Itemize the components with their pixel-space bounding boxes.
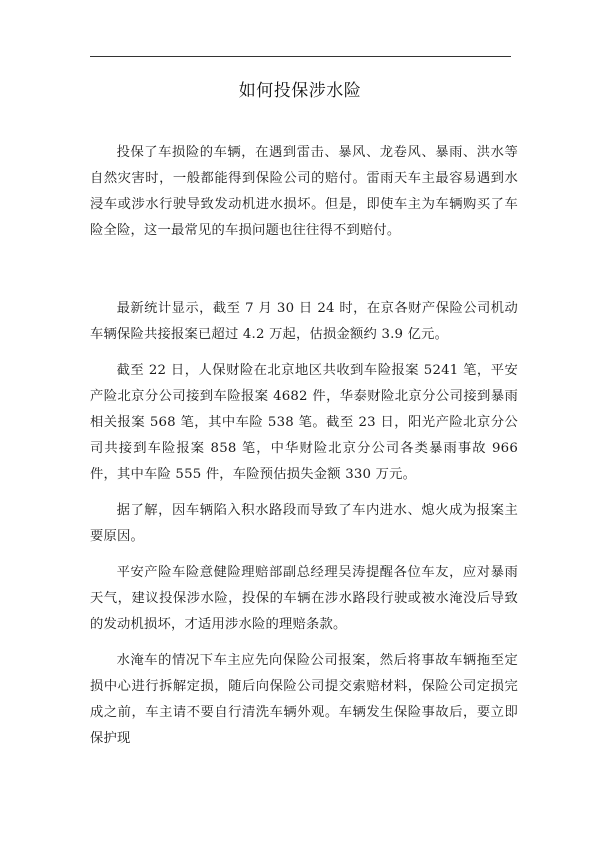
header-rule: [90, 56, 511, 57]
paragraph-expert-advice: 平安产险车险意健险理赔部副总经理吴涛提醒各位车友，应对暴雨天气，建议投保涉水险，投保的车辆在涉水路段行驶或被水淹没后导致的发动机损坏，才适用涉水险的理赔条款。: [90, 565, 518, 632]
document-body: [90, 140, 518, 752]
paragraph-claim-procedure: 水淹车的情况下车主应先向保险公司报案，然后将事故车辆拖至定损中心进行拆解定损，随后向保险公司提交索赔材料，保险公司定损完成之前，车主请不要自行清洗车辆外观。车辆发生保险事故后，要立即保护现: [90, 653, 518, 746]
document-title: 如何投保涉水险: [238, 81, 362, 101]
paragraph-intro: 投保了车损险的车辆，在遇到雷击、暴风、龙卷风、暴雨、洪水等自然灾害时，一般都能得到保险公司的赔付。雷雨天车主最容易遇到水浸车或涉水行驶导致发动机进水损坏。但是，即使车主为车辆购买了车险全险，这一最常见的车损问题也往往得不到赔付。: [90, 145, 518, 238]
paragraph-main-cause: 据了解，因车辆陷入积水路段而导致了车内进水、熄火成为报案主要原因。: [90, 503, 518, 544]
paragraph-insurer-reports: 截至 22 日，人保财险在北京地区共收到车险报案 5241 笔，平安产险北京分公司接到车险报案 4682 件，华泰财险北京分公司接到暴雨相关报案 568 笔，其中车险 538 笔。截至 23 日，阳光产险北京分公司共接到车险报案 858 笔，中华财险北京分公司各类暴雨事故 966 件，其中车险 555 件，车险预估损失金额 330 万元。: [90, 363, 518, 482]
paragraph-statistics: 最新统计显示，截至 7 月 30 日 24 时，在京各财产保险公司机动车辆保险共接报案已超过 4.2 万起，估损金额约 3.9 亿元。: [90, 301, 518, 342]
